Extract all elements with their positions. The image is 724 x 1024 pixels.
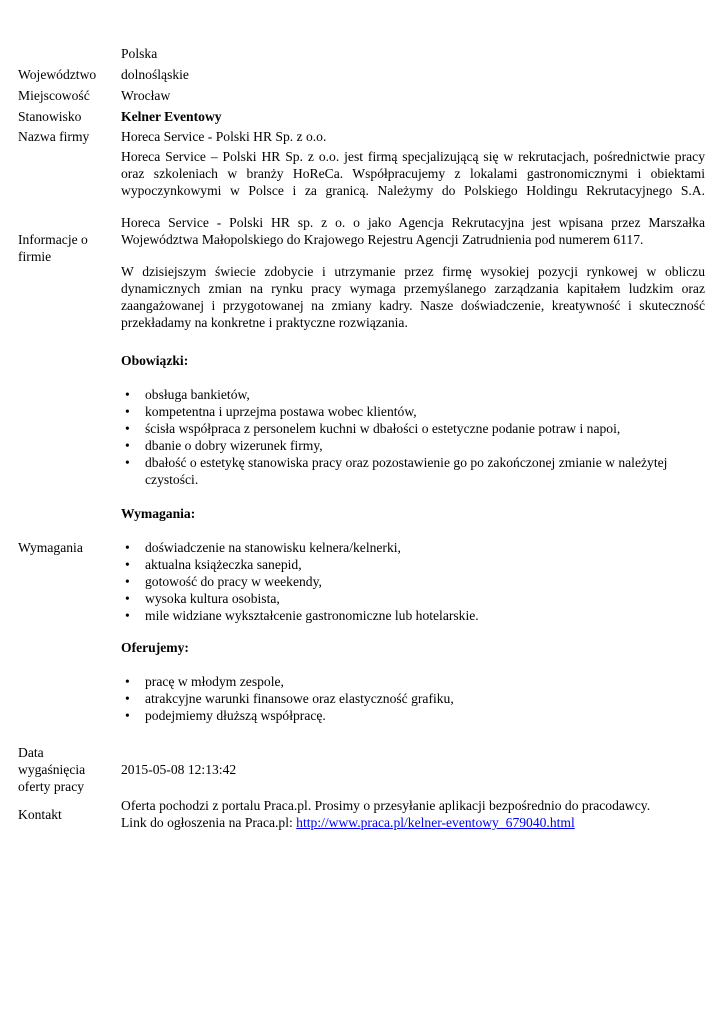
offer-content <box>121 639 705 724</box>
duties-heading: Obowiązki: <box>121 353 189 368</box>
bullet-icon: • <box>125 708 130 723</box>
bullet-icon: • <box>125 540 130 555</box>
company-label: Nazwa firmy <box>18 129 90 144</box>
city-value: Wrocław <box>121 88 171 103</box>
bullet-icon: • <box>125 455 130 470</box>
requirements-heading: Wymagania: <box>121 506 196 521</box>
contact-line-2 <box>121 814 705 831</box>
offer-list <box>121 673 705 724</box>
voivodeship-label: Województwo <box>18 67 97 82</box>
company-info-content <box>121 148 705 331</box>
list-item: • aktualna książeczka sanepid, <box>125 557 302 572</box>
list-item: • atrakcyjne warunki finansowe oraz elastyczność grafiku, <box>125 691 454 706</box>
list-item: • pracę w młodym zespole, <box>125 674 284 689</box>
bullet-icon: • <box>125 557 130 572</box>
bullet-icon: • <box>125 574 130 589</box>
contact-line-1: Oferta pochodzi z portalu Praca.pl. Prosimy o przesyłanie aplikacji bezpośrednio do pracodawcy. <box>121 798 651 813</box>
contact-label: Kontakt <box>18 807 62 822</box>
requirements-label: Wymagania <box>18 540 83 555</box>
requirements-content <box>121 505 705 624</box>
duties-list <box>121 386 705 488</box>
company-info-label-line2: firmie <box>18 249 52 264</box>
company-value: Horeca Service - Polski HR Sp. z o.o. <box>121 129 327 144</box>
list-item: • ścisła współpraca z personelem kuchni w dbałości o estetyczne podanie potraw i napoi, <box>125 421 621 436</box>
offer-heading: Oferujemy: <box>121 640 189 655</box>
list-item: • wysoka kultura osobista, <box>125 591 280 606</box>
company-info-paragraph-1: Horeca Service – Polski HR Sp. z o.o. jest firmą specjalizującą się w rekrutacjach, pośrednictwie pracy oraz szkoleniach w branży HoReCa. Współpracujemy z lokalami gastronomicznymi i obiektami wypoczynkowymi w Polsce i za granicą. Należymy do Polskiego Holdingu Rekrutacyjnego S.A. <box>121 149 705 198</box>
duties-content <box>121 352 705 488</box>
bullet-icon: • <box>125 691 130 706</box>
country-value: Polska <box>121 46 158 61</box>
offer-link[interactable]: http://www.praca.pl/kelner-eventowy_679040.html <box>296 815 575 830</box>
bullet-icon: • <box>125 608 130 623</box>
list-item: • gotowość do pracy w weekendy, <box>125 574 322 589</box>
list-item: • mile widziane wykształcenie gastronomiczne lub hotelarskie. <box>125 608 479 623</box>
expiry-label-line2: wygaśnięcia <box>18 762 86 777</box>
list-item: • podejmiemy dłuższą współpracę. <box>125 708 326 723</box>
company-info-paragraph-2: Horeca Service - Polski HR sp. z o. o jako Agencja Rekrutacyjna jest wpisana przez Marszałka Województwa Małopolskiego do Krajowego Rejestru Agencji Zatrudnienia pod numerem 6117. <box>121 215 705 247</box>
city-label: Miejscowość <box>18 88 90 103</box>
company-info-label <box>18 231 118 265</box>
voivodeship-value: dolnośląskie <box>121 67 189 82</box>
list-item: • kompetentna i uprzejma postawa wobec klientów, <box>125 404 417 419</box>
bullet-icon: • <box>125 438 130 453</box>
expiry-label-line3: oferty pracy <box>18 779 85 794</box>
position-label: Stanowisko <box>18 109 82 124</box>
contact-content <box>121 797 705 831</box>
company-info-label-line1: Informacje o <box>18 232 88 247</box>
list-item: • obsługa bankietów, <box>125 387 250 402</box>
bullet-icon: • <box>125 421 130 436</box>
list-item: • doświadczenie na stanowisku kelnera/kelnerki, <box>125 540 401 555</box>
bullet-icon: • <box>125 387 130 402</box>
position-value: Kelner Eventowy <box>121 109 222 124</box>
bullet-icon: • <box>125 591 130 606</box>
bullet-icon: • <box>125 674 130 689</box>
expiry-value: 2015-05-08 12:13:42 <box>121 762 237 777</box>
requirements-list <box>121 539 705 624</box>
list-item: • dbałość o estetykę stanowiska pracy oraz pozostawienie go po zakończonej zmianie w należytej czystości. <box>125 455 668 487</box>
expiry-label-line1: Data <box>18 745 44 760</box>
contact-link-prefix: Link do ogłoszenia na Praca.pl: <box>121 815 297 830</box>
company-info-paragraph-3: W dzisiejszym świecie zdobycie i utrzymanie przez firmę wysokiej pozycji rynkowej w obliczu dynamicznych zmian na rynku pracy wymaga przemyślanego zarządzania kapitałem ludzkim oraz zaangażowanej i przygotowanej na zmiany kadry. Nasze doświadczenie, kreatywność i skuteczność przekładamy na konkretne i praktyczne rozwiązania. <box>121 264 705 330</box>
list-item: • dbanie o dobry wizerunek firmy, <box>125 438 323 453</box>
expiry-label <box>18 744 118 795</box>
bullet-icon: • <box>125 404 130 419</box>
